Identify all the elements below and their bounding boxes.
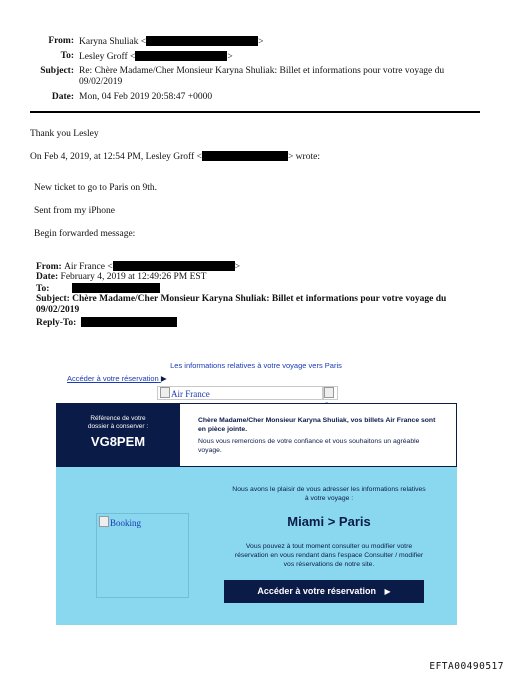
attribution-prefix: On Feb 4, 2019, at 12:54 PM, Lesley Groff < xyxy=(30,152,202,162)
greeting-panel xyxy=(180,403,457,467)
logo-alt-text: Air France xyxy=(171,389,210,399)
fwd-to xyxy=(36,283,160,294)
consult-text xyxy=(194,542,464,569)
greeting-text: Chère Madame/Cher Monsieur Karyna Shuliak, vos billets Air France sont en pièce jointe. xyxy=(198,417,436,433)
from-close: > xyxy=(258,37,264,47)
quoted-line-1: New ticket to go to Paris on 9th. xyxy=(34,183,157,193)
reference-panel xyxy=(56,403,180,467)
from-label: From: xyxy=(48,36,74,46)
redaction-bar xyxy=(113,261,235,271)
bates-number: EFTA00490517 xyxy=(429,661,504,672)
broken-image-icon xyxy=(324,387,334,398)
to-label: To: xyxy=(60,51,74,61)
reply-attribution xyxy=(30,151,320,162)
redaction-bar xyxy=(72,283,160,293)
attribution-suffix: > wrote: xyxy=(287,152,320,162)
fwd-date-value: February 4, 2019 at 12:49:26 PM EST xyxy=(60,272,207,282)
redaction-bar xyxy=(135,51,227,61)
quoted-line-2: Sent from my iPhone xyxy=(34,206,116,216)
booking-image xyxy=(96,513,189,598)
access-reservation-link[interactable] xyxy=(67,374,167,383)
reply-thanks: Thank you Lesley xyxy=(30,129,99,139)
redaction-bar xyxy=(146,36,258,46)
to-name: Lesley Groff < xyxy=(79,52,136,62)
fwd-subject-line-1: Chère Madame/Cher Monsieur Karyna Shuliak: Billet et informations pour votre voyage du xyxy=(72,294,447,304)
fwd-replyto-label: Reply-To: xyxy=(36,318,77,328)
subject-label: Subject: xyxy=(40,66,74,76)
cta-label: Accéder à votre réservation xyxy=(257,586,376,596)
arrow-right-icon: ▶ xyxy=(160,374,167,383)
from-name: Karyna Shuliak < xyxy=(79,37,147,47)
quoted-line-3: Begin forwarded message: xyxy=(34,229,136,239)
fwd-replyto xyxy=(36,317,177,328)
access-link-text: Accéder à votre réservation xyxy=(67,374,159,383)
redaction-bar xyxy=(81,317,177,327)
fwd-from-value: Air France < xyxy=(64,262,113,272)
date-label: Date: xyxy=(51,92,74,102)
arrow-right-icon: ▶ xyxy=(384,587,391,596)
pleasure-text xyxy=(194,485,464,503)
route-title: Miami > Paris xyxy=(287,514,371,529)
pleasure-line-1: Nous avons le plaisir de vous adresser les informations relatives xyxy=(232,486,426,493)
fwd-date xyxy=(36,272,206,282)
pleasure-line-2: à votre voyage : xyxy=(304,495,354,502)
reference-label-line-1: Référence de votre xyxy=(90,415,146,422)
fwd-subject-label: Subject: xyxy=(36,294,70,304)
consult-line-2: réservation en vous rendant dans l'espace Consulter / modifier xyxy=(234,552,424,559)
fwd-from-close: > xyxy=(234,262,241,272)
consult-line-1: Vous pouvez à tout moment consulter ou modifier votre xyxy=(245,543,413,550)
reference-code: VG8PEM xyxy=(90,434,146,449)
broken-image-icon xyxy=(160,387,170,398)
fwd-subject xyxy=(36,294,476,316)
fwd-from xyxy=(36,261,240,272)
subject-line-2: 09/02/2019 xyxy=(79,77,123,87)
voyage-info-link[interactable]: Les informations relatives à votre voyage vers Paris xyxy=(170,361,342,370)
fwd-date-label: Date: xyxy=(36,272,59,282)
air-france-logo xyxy=(157,386,323,400)
subject-line-1: Re: Chère Madame/Cher Monsieur Karyna Shuliak: Billet et informations pour votre voyage du xyxy=(79,66,445,76)
header-divider xyxy=(30,111,480,113)
reference-label xyxy=(56,415,180,431)
consult-line-3: vos réservations de notre site. xyxy=(283,561,375,568)
subject-value xyxy=(79,66,479,88)
booking-section xyxy=(56,467,457,625)
fwd-subject-line-2: 09/02/2019 xyxy=(36,305,80,315)
redaction-bar xyxy=(202,151,288,161)
date-value: Mon, 04 Feb 2019 20:58:47 +0000 xyxy=(79,92,213,102)
s-image xyxy=(323,386,338,400)
reference-label-line-2: dossier à conserver : xyxy=(87,423,149,430)
access-reservation-button[interactable] xyxy=(224,580,424,603)
to-close: > xyxy=(227,52,233,62)
booking-alt-text: Booking xyxy=(110,518,142,528)
fwd-to-label: To: xyxy=(36,284,50,294)
from-value xyxy=(79,36,263,47)
fwd-from-label: From: xyxy=(36,262,62,272)
broken-image-icon xyxy=(99,516,109,527)
thanks-text: Nous vous remercions de votre confiance et vous souhaitons un agréable voyage. xyxy=(198,438,420,454)
to-value xyxy=(79,51,233,62)
